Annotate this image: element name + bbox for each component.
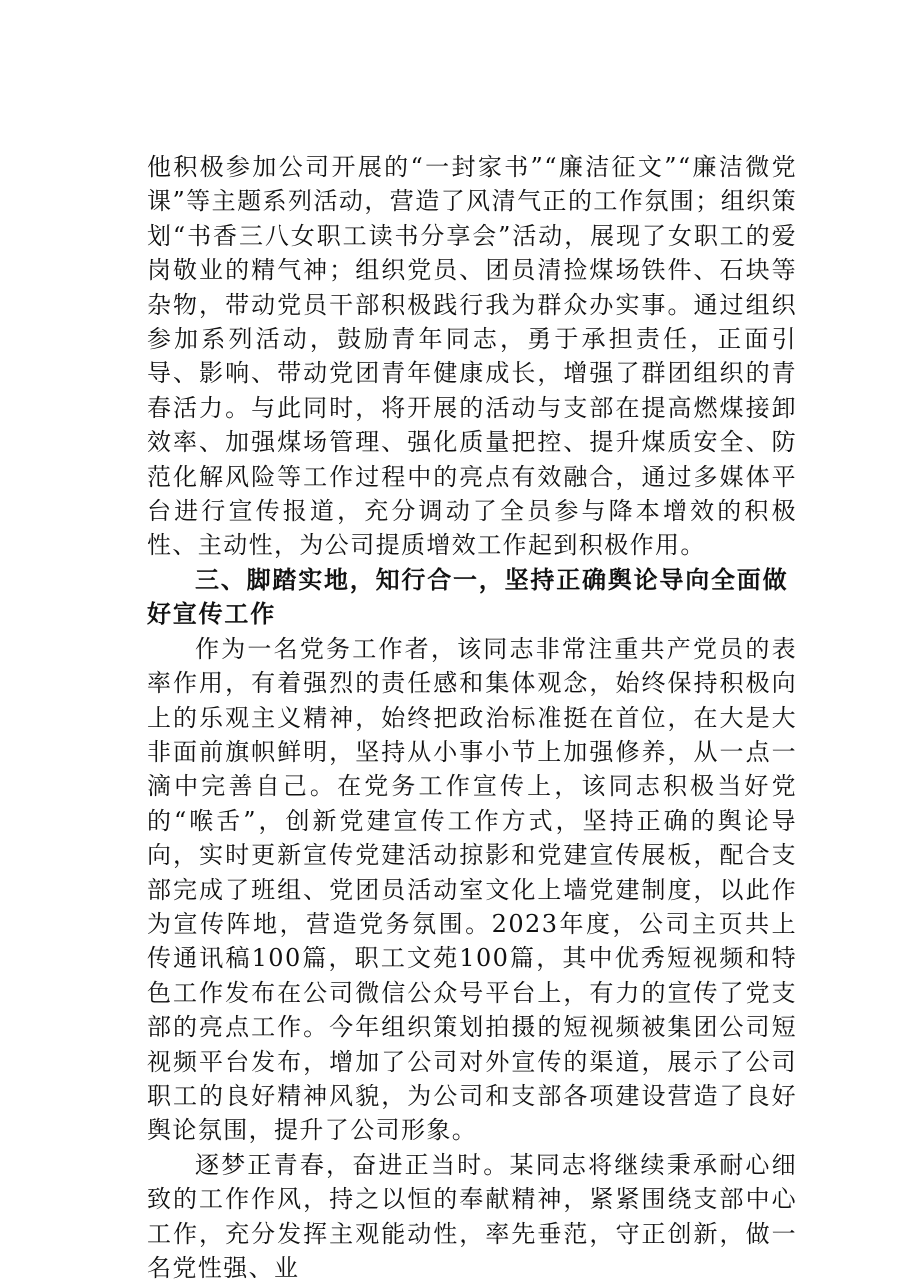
- document-body: [147, 150, 797, 1285]
- section-heading: 三、脚踏实地，知行合一，坚持正确舆论导向全面做好宣传工作: [147, 565, 789, 629]
- paragraph-continued: 他积极参加公司开展的“一封家书”“廉洁征文”“廉洁微党课”等主题系列活动，营造了风清气正的工作氛围；组织策划“书香三八女职工读书分享会”活动，展现了女职工的爱岗敬业的精气神；组织党员、团员清捡煤场铁件、石块等杂物，带动党员干部积极践行我为群众办实事。通过组织参加系列活动，鼓励青年同志，勇于承担责任，正面引导、影响、带动党团青年健康成长，增强了群团组织的青春活力。与此同时，将开展的活动与支部在提高燃煤接卸效率、加强煤场管理、强化质量把控、提升煤质安全、防范化解风险等工作过程中的亮点有效融合，通过多媒体平台进行宣传报道，充分调动了全员参与降本增效的积极性、主动性，为公司提质增效工作起到积极作用。: [147, 153, 797, 560]
- paragraph-closing: 逐梦正青春，奋进正当时。某同志将继续秉承耐心细致的工作作风，持之以恒的奉献精神，紧紧围绕支部中心工作，充分发挥主观能动性，率先垂范，守正创新，做一名党性强、业: [147, 1150, 797, 1282]
- paragraph-propaganda-work: 作为一名党务工作者，该同志非常注重共产党员的表率作用，有着强烈的责任感和集体观念，始终保持积极向上的乐观主义精神，始终把政治标准挺在首位，在大是大非面前旗帜鲜明，坚持从小事小节上加强修养，从一点一滴中完善自己。在党务工作宣传上，该同志积极当好党的“喉舌”，创新党建宣传工作方式，坚持正确的舆论导向，实时更新宣传党建活动掠影和党建宣传展板，配合支部完成了班组、党团员活动室文化上墙党建制度，以此作为宣传阵地，营造党务氛围。2023年度，公司主页共上传通讯稿100篇，职工文苑100篇，其中优秀短视频和特色工作发布在公司微信公众号平台上，有力的宣传了党支部的亮点工作。今年组织策划拍摄的短视频被集团公司短视频平台发布，增加了公司对外宣传的渠道，展示了公司职工的良好精神风貌，为公司和支部各项建设营造了良好舆论氛围，提升了公司形象。: [147, 634, 797, 1145]
